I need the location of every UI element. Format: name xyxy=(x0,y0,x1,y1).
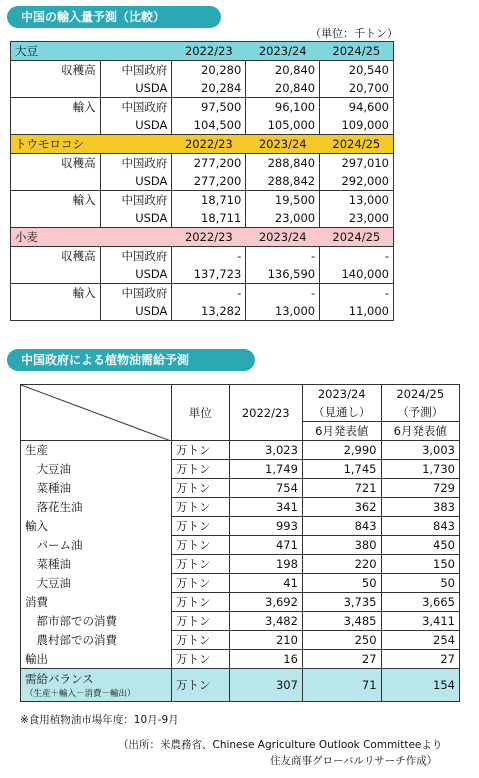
cell-value: 11,000 xyxy=(320,302,394,321)
cell-value: 23,000 xyxy=(320,209,394,228)
cell-value: - xyxy=(246,247,320,266)
row-item: 菜種油 xyxy=(21,479,172,498)
cell-value: 297,010 xyxy=(320,154,394,173)
cell-value: 341 xyxy=(229,498,302,517)
row-unit: 万トン xyxy=(172,517,230,536)
table-row xyxy=(11,116,394,135)
cell-value: 20,840 xyxy=(246,61,320,80)
row-item: 輸出 xyxy=(21,650,172,669)
cell-value: 16 xyxy=(229,650,302,669)
cell-value: 94,600 xyxy=(320,98,394,117)
cell-value: 19,500 xyxy=(246,191,320,210)
row-unit: 万トン xyxy=(172,593,230,612)
row-unit: 万トン xyxy=(172,498,230,517)
cell-value: - xyxy=(172,247,246,266)
row-unit: 万トン xyxy=(172,555,230,574)
cell-value: - xyxy=(320,247,394,266)
header-2023: 2023/24 xyxy=(302,385,381,404)
row-source: 中国政府 xyxy=(100,247,172,266)
row-unit: 万トン xyxy=(172,631,230,650)
header-2024-note: （予測） xyxy=(381,403,459,422)
year-header: 2024/25 xyxy=(320,228,394,247)
cell-value: 20,284 xyxy=(172,79,246,98)
header-2024: 2024/25 xyxy=(381,385,459,404)
balance-title: 需給バランス xyxy=(25,672,94,686)
row-group xyxy=(11,172,101,191)
row-item: 生産 xyxy=(21,441,172,460)
cell-value: 50 xyxy=(381,574,459,593)
table-row xyxy=(21,612,460,631)
cell-value: 210 xyxy=(229,631,302,650)
row-unit: 万トン xyxy=(172,650,230,669)
cell-value: - xyxy=(320,284,394,303)
balance-value: 307 xyxy=(229,669,302,702)
cell-value: 140,000 xyxy=(320,265,394,284)
cell-value: 250 xyxy=(302,631,381,650)
cell-value: 150 xyxy=(381,555,459,574)
cell-value: 27 xyxy=(302,650,381,669)
row-source: 中国政府 xyxy=(100,98,172,117)
row-source: 中国政府 xyxy=(100,154,172,173)
cell-value: 20,700 xyxy=(320,79,394,98)
cell-value: 1,749 xyxy=(229,460,302,479)
cell-value: 109,000 xyxy=(320,116,394,135)
table-row xyxy=(11,209,394,228)
cell-value: 292,000 xyxy=(320,172,394,191)
year-header: 2024/25 xyxy=(320,42,394,61)
row-group: 収穫高 xyxy=(11,247,101,266)
section2-title: 中国政府による植物油需給予測 xyxy=(7,349,255,371)
table-row xyxy=(11,284,394,303)
row-unit: 万トン xyxy=(172,536,230,555)
balance-value: 71 xyxy=(302,669,381,702)
row-source: USDA xyxy=(100,302,172,321)
cell-value: 50 xyxy=(302,574,381,593)
cell-value: 3,485 xyxy=(302,612,381,631)
cell-value: 2,990 xyxy=(302,441,381,460)
cell-value: 20,540 xyxy=(320,61,394,80)
row-group: 輸入 xyxy=(11,284,101,303)
cell-value: 1,730 xyxy=(381,460,459,479)
import-forecast-table xyxy=(10,41,394,321)
cell-value: 96,100 xyxy=(246,98,320,117)
commodity-header-row xyxy=(11,228,394,247)
cell-value: 3,023 xyxy=(229,441,302,460)
commodity-name: 小麦 xyxy=(11,228,172,247)
cell-value: 843 xyxy=(381,517,459,536)
row-group xyxy=(11,116,101,135)
cell-value: 18,710 xyxy=(172,191,246,210)
year-header: 2023/24 xyxy=(246,42,320,61)
cell-value: 277,200 xyxy=(172,172,246,191)
table-row xyxy=(21,593,460,612)
year-header: 2023/24 xyxy=(246,135,320,154)
cell-value: 754 xyxy=(229,479,302,498)
balance-unit: 万トン xyxy=(172,669,230,702)
cell-value: 729 xyxy=(381,479,459,498)
diagonal-corner xyxy=(21,385,172,441)
row-group: 輸入 xyxy=(11,98,101,117)
cell-value: 843 xyxy=(302,517,381,536)
cell-value: - xyxy=(246,284,320,303)
cell-value: 3,692 xyxy=(229,593,302,612)
balance-row xyxy=(21,669,460,702)
commodity-name: 大豆 xyxy=(11,42,172,61)
row-source: 中国政府 xyxy=(100,61,172,80)
table-row xyxy=(21,650,460,669)
cell-value: 97,500 xyxy=(172,98,246,117)
cell-value: 136,590 xyxy=(246,265,320,284)
section1-title: 中国の輸入量予測（比較） xyxy=(7,6,221,28)
row-group: 収穫高 xyxy=(11,154,101,173)
table-row xyxy=(11,154,394,173)
row-unit: 万トン xyxy=(172,479,230,498)
cell-value: 104,500 xyxy=(172,116,246,135)
cell-value: - xyxy=(172,284,246,303)
row-source: 中国政府 xyxy=(100,191,172,210)
year-header: 2024/25 xyxy=(320,135,394,154)
cell-value: 254 xyxy=(381,631,459,650)
cell-value: 288,842 xyxy=(246,172,320,191)
cell-value: 23,000 xyxy=(246,209,320,228)
table-row xyxy=(11,265,394,284)
table-row xyxy=(11,172,394,191)
table-row xyxy=(21,631,460,650)
balance-label xyxy=(21,669,172,702)
table-row xyxy=(11,61,394,80)
table-row xyxy=(11,79,394,98)
cell-value: 137,723 xyxy=(172,265,246,284)
row-item: 大豆油 xyxy=(21,574,172,593)
header-2024-release: 6月発表値 xyxy=(381,422,459,441)
cell-value: 220 xyxy=(302,555,381,574)
row-group xyxy=(11,79,101,98)
cell-value: 450 xyxy=(381,536,459,555)
table-row xyxy=(21,498,460,517)
cell-value: 3,482 xyxy=(229,612,302,631)
year-header: 2022/23 xyxy=(172,228,246,247)
cell-value: 277,200 xyxy=(172,154,246,173)
commodity-name: トウモロコシ xyxy=(11,135,172,154)
footnote: ※食用植物油市場年度：10月-9月 xyxy=(20,714,179,726)
cell-value: 288,840 xyxy=(246,154,320,173)
row-unit: 万トン xyxy=(172,441,230,460)
balance-formula: （生産＋輸入－消費－輸出） xyxy=(25,689,136,699)
row-group xyxy=(11,302,101,321)
year-header: 2022/23 xyxy=(172,135,246,154)
table-row xyxy=(21,517,460,536)
row-item: 菜種油 xyxy=(21,555,172,574)
row-item: 大豆油 xyxy=(21,460,172,479)
row-source: USDA xyxy=(100,116,172,135)
row-unit: 万トン xyxy=(172,612,230,631)
balance-value: 154 xyxy=(381,669,459,702)
year-header: 2023/24 xyxy=(246,228,320,247)
year-header: 2022/23 xyxy=(172,42,246,61)
cell-value: 993 xyxy=(229,517,302,536)
cell-value: 20,280 xyxy=(172,61,246,80)
cell-value: 105,000 xyxy=(246,116,320,135)
cell-value: 198 xyxy=(229,555,302,574)
cell-value: 3,665 xyxy=(381,593,459,612)
cell-value: 3,735 xyxy=(302,593,381,612)
row-group: 収穫高 xyxy=(11,61,101,80)
row-group: 輸入 xyxy=(11,191,101,210)
header-2023-release: 6月発表値 xyxy=(302,422,381,441)
commodity-header-row xyxy=(11,135,394,154)
source-line-2: 住友商事グローバルリサーチ作成） xyxy=(270,755,438,767)
header-2023-note: （見通し） xyxy=(302,403,381,422)
cell-value: 41 xyxy=(229,574,302,593)
cell-value: 3,411 xyxy=(381,612,459,631)
row-item: 消費 xyxy=(21,593,172,612)
row-group xyxy=(11,265,101,284)
row-source: 中国政府 xyxy=(100,284,172,303)
table-row xyxy=(11,98,394,117)
cell-value: 20,840 xyxy=(246,79,320,98)
table-row xyxy=(21,441,460,460)
header-unit: 単位 xyxy=(172,385,230,441)
table-row xyxy=(11,191,394,210)
table-row xyxy=(21,479,460,498)
row-group xyxy=(11,209,101,228)
table-row xyxy=(21,460,460,479)
vegetable-oil-table xyxy=(20,384,460,702)
table-row xyxy=(21,574,460,593)
row-item: 都市部での消費 xyxy=(21,612,172,631)
cell-value: 1,745 xyxy=(302,460,381,479)
cell-value: 383 xyxy=(381,498,459,517)
cell-value: 27 xyxy=(381,650,459,669)
row-unit: 万トン xyxy=(172,574,230,593)
cell-value: 18,711 xyxy=(172,209,246,228)
table-row xyxy=(21,555,460,574)
row-source: USDA xyxy=(100,265,172,284)
row-item: 落花生油 xyxy=(21,498,172,517)
row-item: 輸入 xyxy=(21,517,172,536)
row-item: 農村部での消費 xyxy=(21,631,172,650)
cell-value: 13,000 xyxy=(320,191,394,210)
row-source: USDA xyxy=(100,79,172,98)
diagonal-line xyxy=(21,385,171,441)
row-source: USDA xyxy=(100,209,172,228)
commodity-header-row xyxy=(11,42,394,61)
header-2022: 2022/23 xyxy=(229,385,302,441)
source-line-1: （出所：米農務省、Chinese Agriculture Outlook Committeeより xyxy=(118,739,443,751)
row-unit: 万トン xyxy=(172,460,230,479)
cell-value: 362 xyxy=(302,498,381,517)
cell-value: 3,003 xyxy=(381,441,459,460)
table-row xyxy=(11,247,394,266)
row-item: パーム油 xyxy=(21,536,172,555)
cell-value: 380 xyxy=(302,536,381,555)
cell-value: 471 xyxy=(229,536,302,555)
row-source: USDA xyxy=(100,172,172,191)
unit-note: （単位：千トン） xyxy=(310,27,398,40)
cell-value: 721 xyxy=(302,479,381,498)
table-row xyxy=(21,536,460,555)
table-row xyxy=(11,302,394,321)
cell-value: 13,282 xyxy=(172,302,246,321)
cell-value: 13,000 xyxy=(246,302,320,321)
